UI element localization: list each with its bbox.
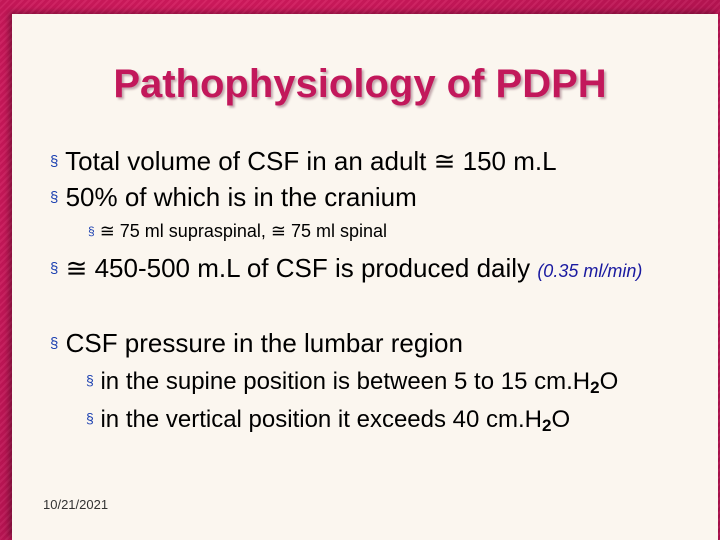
bullet-icon: § [50, 260, 59, 277]
bullet-text-end: O [599, 368, 619, 395]
bullet-icon: § [50, 189, 59, 206]
bullet-icon: § [88, 224, 95, 238]
sub-bullet-distribution [88, 221, 387, 242]
bullet-icon: § [50, 335, 59, 352]
bullet-text: ≅ 75 ml supraspinal, ≅ 75 ml spinal [99, 221, 387, 241]
rate-note: (0.35 ml/min) [537, 261, 643, 281]
bullet-cranium [50, 182, 417, 213]
slide-date: 10/21/2021 [43, 497, 109, 512]
sub-bullet-vertical [86, 406, 570, 436]
bullet-text-end: O [551, 406, 571, 433]
bullet-text: Total volume of CSF in an adult ≅ 150 m.L [65, 146, 557, 176]
bullet-total-volume [50, 146, 557, 177]
bullet-pressure [50, 328, 463, 359]
bullet-text: 50% of which is in the cranium [65, 182, 417, 212]
bullet-text: in the supine position is between 5 to 15 cm.H [100, 368, 591, 395]
bullet-icon: § [50, 153, 59, 170]
bullet-production [50, 253, 642, 284]
bullet-text: ≅ 450-500 m.L of CSF is produced daily [65, 253, 531, 283]
subscript-2: 2 [542, 416, 552, 435]
slide-title: Pathophysiology of PDPH [113, 62, 607, 106]
bullet-text: in the vertical position it exceeds 40 cm.H [100, 406, 543, 433]
sub-bullet-supine [86, 368, 618, 398]
bullet-icon: § [86, 410, 94, 426]
bullet-text: CSF pressure in the lumbar region [65, 328, 463, 358]
bullet-icon: § [86, 372, 94, 388]
subscript-2: 2 [590, 378, 600, 397]
